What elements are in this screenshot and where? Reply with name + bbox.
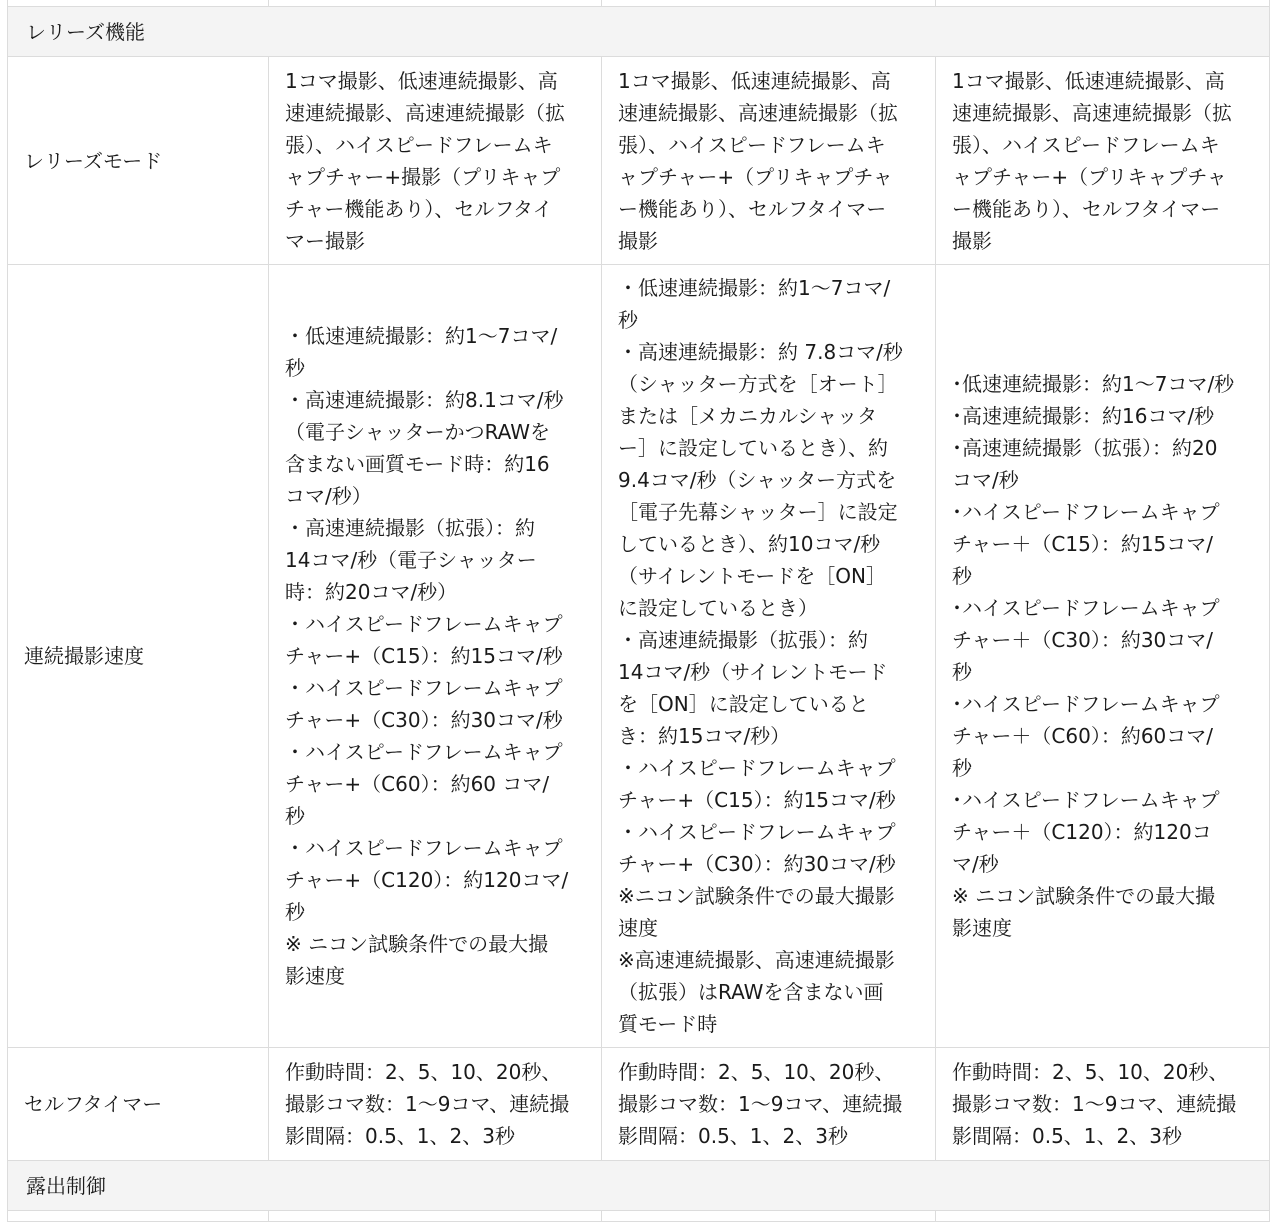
cell-line: チャー＋（C30）：約30コマ/: [952, 628, 1214, 652]
cell-line: 速連続撮影、高速連続撮影（拡: [285, 100, 565, 125]
cell-line: ・ハイスピードフレームキャプ: [285, 740, 563, 764]
cell-line: 撮影: [618, 228, 658, 253]
cell-line: ･低速連続撮影：約1～7コマ/秒: [952, 372, 1235, 396]
cell-line: ［電子先幕シャッター］に設定: [618, 500, 898, 524]
cell-line: 秒: [952, 660, 972, 684]
cell-line: 撮影コマ数：1～9コマ、連続撮: [618, 1092, 903, 1116]
cell-line: 作動時間：2、5、10、20秒、: [952, 1060, 1229, 1084]
cell-line: 張）、ハイスピードフレームキ: [952, 132, 1220, 157]
cell-line: マ/秒: [952, 852, 999, 876]
cell-line: ・高速連続撮影：約 7.8コマ/秒: [618, 340, 903, 364]
cell-line: 影間隔：0.5、1、2、3秒: [952, 1124, 1182, 1148]
cell-line: チャー＋（C60）：約60コマ/: [952, 724, 1214, 748]
cell-line: ー］に設定しているとき）、約: [618, 436, 888, 460]
cell-line: （拡張）はRAWを含まない画: [618, 980, 884, 1004]
cell-line: 秒: [285, 900, 305, 924]
cell-line: チャー＋（C120）：約120コ: [952, 820, 1212, 844]
cell-line: チャー+（C15）：約15コマ/秒: [618, 788, 896, 812]
cell-line: ・ハイスピードフレームキャプ: [285, 836, 563, 860]
cell-line: ・高速連続撮影：約8.1コマ/秒: [285, 388, 564, 412]
cell-line: ー機能あり）、セルフタイマー: [952, 196, 1221, 221]
cell-line: ・高速連続撮影（拡張）：約: [618, 628, 868, 652]
cell-self-timer-1: [269, 1048, 602, 1161]
row-continuous-speed: [8, 265, 1270, 1048]
section-title-exposure: 露出制御: [8, 1161, 1270, 1211]
cell-line: 14コマ/秒（サイレントモード: [618, 660, 888, 684]
cell-line: チャー+（C120）：約120コマ/: [285, 868, 569, 892]
cell-line: ・ハイスピードフレームキャプ: [618, 756, 896, 780]
cell-line: チャー機能あり）、セルフタイ: [285, 196, 553, 221]
cell-line: ー機能あり）、セルフタイマー: [618, 196, 887, 221]
cell-line: ※高速連続撮影、高速連続撮影: [618, 948, 895, 972]
cell-continuous-speed-1: [269, 265, 602, 1048]
cell-line: ･ハイスピードフレームキャプ: [952, 788, 1220, 812]
cell-line: 14コマ/秒（電子シャッター: [285, 548, 537, 572]
cell-line: チャー+（C30）：約30コマ/秒: [285, 708, 563, 732]
cell-line: 影速度: [285, 964, 345, 988]
cell-line: ※ ニコン試験条件での最大撮: [285, 932, 549, 956]
cell-line: 撮影: [952, 228, 992, 253]
cell-line: 速連続撮影、高速連続撮影（拡: [618, 100, 898, 125]
cell-line: に設定しているとき）: [618, 596, 818, 620]
cell-line: 影間隔：0.5、1、2、3秒: [285, 1124, 515, 1148]
cell-line: ャプチャー+（プリキャプチャ: [952, 164, 1227, 189]
cell-line: 秒: [618, 308, 638, 332]
cell-line: ※ニコン試験条件での最大撮影: [618, 884, 895, 908]
row-label-release-mode: レリーズモード: [8, 57, 269, 265]
row-self-timer: [8, 1048, 1270, 1161]
cell-line: （電子シャッターかつRAWを: [285, 420, 551, 444]
cell-line: ※ ニコン試験条件での最大撮: [952, 884, 1216, 908]
cell-line: ・ハイスピードフレームキャプ: [618, 820, 896, 844]
row-release-mode: [8, 57, 1270, 265]
cell-line: ･ハイスピードフレームキャプ: [952, 692, 1220, 716]
cell-line: チャー＋（C15）：約15コマ/: [952, 532, 1214, 556]
cell-line: 速度: [618, 916, 658, 940]
cell-line: ・ハイスピードフレームキャプ: [285, 612, 563, 636]
cell-line: チャー+（C30）：約30コマ/秒: [618, 852, 896, 876]
cell-line: 含まない画質モード時：約16: [285, 452, 550, 476]
section-title-release: レリーズ機能: [8, 7, 1270, 57]
cell-line: ャプチャー+（プリキャプチャ: [618, 164, 893, 189]
cell-line: 撮影コマ数：1～9コマ、連続撮: [952, 1092, 1237, 1116]
cell-line: （シャッター方式を［オート］: [618, 372, 898, 396]
cell-line: ･高速連続撮影：約16コマ/秒: [952, 404, 1215, 428]
cell-line: 1コマ撮影、低速連続撮影、高: [285, 68, 558, 93]
cell-self-timer-2: [602, 1048, 936, 1161]
cell-line: 秒: [952, 756, 972, 780]
row-label-continuous-speed: 連続撮影速度: [8, 265, 269, 1048]
cell-line: 質モード時: [618, 1012, 718, 1036]
cell-line: ・高速連続撮影（拡張）：約: [285, 516, 535, 540]
cell-line: 速連続撮影、高速連続撮影（拡: [952, 100, 1232, 125]
cell-line: 張）、ハイスピードフレームキ: [618, 132, 886, 157]
cell-line: または［メカニカルシャッタ: [618, 404, 878, 428]
cell-line: 1コマ撮影、低速連続撮影、高: [618, 68, 891, 93]
cell-line: 張）、ハイスピードフレームキ: [285, 132, 553, 157]
cell-line: 9.4コマ/秒（シャッター方式を: [618, 468, 897, 492]
cell-line: 作動時間：2、5、10、20秒、: [618, 1060, 895, 1084]
cell-line: 秒: [285, 804, 305, 828]
cell-line: 秒: [952, 564, 972, 588]
cell-line: ・ハイスピードフレームキャプ: [285, 676, 563, 700]
cell-line: を［ON］に設定していると: [618, 692, 869, 716]
cell-line: ・低速連続撮影：約1～7コマ/: [285, 324, 558, 348]
cell-line: ･ハイスピードフレームキャプ: [952, 500, 1220, 524]
row-label-self-timer: セルフタイマー: [8, 1048, 269, 1161]
cell-line: 秒: [285, 356, 305, 380]
cell-line: 作動時間：2、5、10、20秒、: [285, 1060, 562, 1084]
section-header-exposure: [8, 1161, 1270, 1211]
cell-line: マー撮影: [285, 228, 365, 253]
cell-line: ･ハイスピードフレームキャプ: [952, 596, 1220, 620]
cell-line: チャー+（C15）：約15コマ/秒: [285, 644, 563, 668]
cell-line: 影間隔：0.5、1、2、3秒: [618, 1124, 848, 1148]
cell-line: 撮影コマ数：1～9コマ、連続撮: [285, 1092, 570, 1116]
cell-line: コマ/秒）: [285, 484, 372, 508]
cell-continuous-speed-3: [936, 265, 1270, 1048]
cell-line: ャプチャー+撮影（プリキャプ: [285, 164, 561, 189]
cell-line: （サイレントモードを［ON］: [618, 564, 887, 588]
cell-line: コマ/秒: [952, 468, 1019, 492]
cell-self-timer-3: [936, 1048, 1270, 1161]
cell-continuous-speed-2: [602, 265, 936, 1048]
cell-line: しているとき）、約10コマ/秒: [618, 532, 881, 556]
cell-line: ･高速連続撮影（拡張）：約20: [952, 436, 1218, 460]
cell-line: 影速度: [952, 916, 1012, 940]
cell-release-mode-1: [269, 57, 602, 265]
cell-line: 時：約20コマ/秒）: [285, 580, 458, 604]
section-header-release: [8, 7, 1270, 57]
cell-release-mode-2: [602, 57, 936, 265]
cell-line: チャー+（C60）：約60 コマ/: [285, 772, 550, 796]
cell-line: ・低速連続撮影：約1～7コマ/: [618, 276, 891, 300]
cell-line: き：約15コマ/秒）: [618, 724, 791, 748]
cell-line: 1コマ撮影、低速連続撮影、高: [952, 68, 1225, 93]
spec-table: [7, 0, 1270, 1222]
cell-release-mode-3: [936, 57, 1270, 265]
